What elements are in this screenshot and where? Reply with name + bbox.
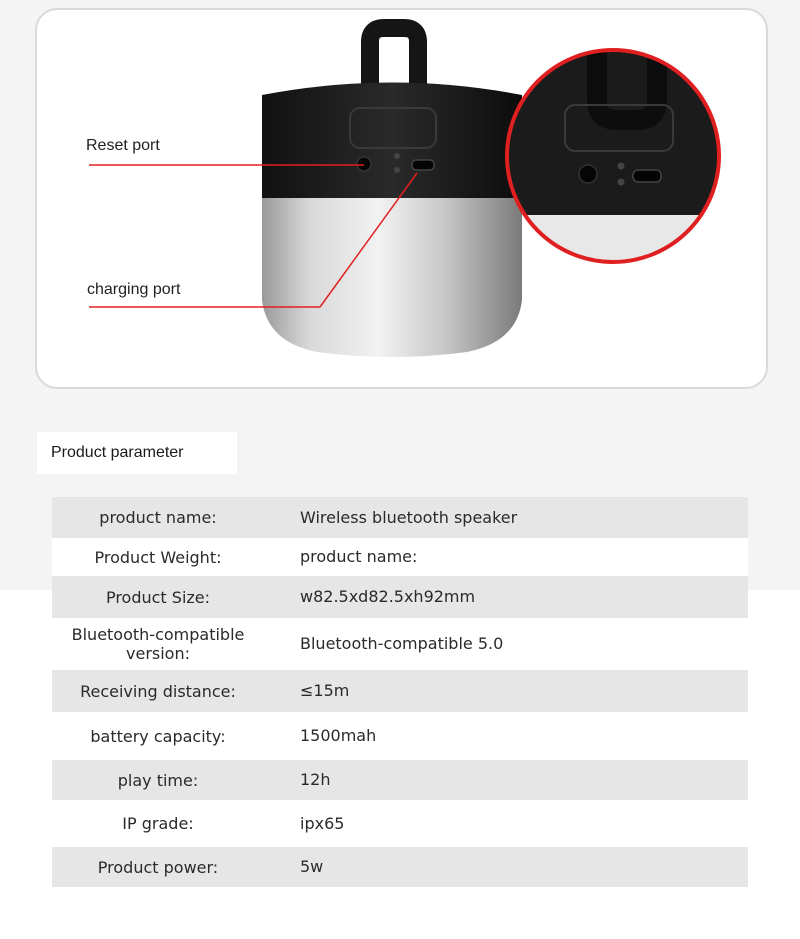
spec-label: battery capacity: xyxy=(90,726,226,746)
product-photo-card xyxy=(35,8,768,389)
spec-row xyxy=(52,670,748,712)
spec-table xyxy=(52,497,748,887)
section-title: Product parameter xyxy=(37,432,237,474)
spec-value: w82.5xd82.5xh92mm xyxy=(300,587,476,606)
spec-value: 12h xyxy=(300,770,331,789)
spec-value: 5w xyxy=(300,857,324,876)
spec-label: Product Size: xyxy=(105,587,211,607)
reset-port-label: Reset port xyxy=(86,137,160,154)
spec-label: Product Weight: xyxy=(94,547,222,567)
spec-label: Bluetooth-compatible version: xyxy=(71,625,245,663)
spec-value: product name: xyxy=(300,547,418,566)
spec-value: 1500mah xyxy=(300,726,377,745)
spec-row xyxy=(52,576,748,618)
spec-row xyxy=(52,538,748,576)
spec-label: play time: xyxy=(117,770,199,790)
spec-row xyxy=(52,618,748,670)
spec-value: ≤15m xyxy=(300,681,350,700)
spec-label: Receiving distance: xyxy=(80,681,236,701)
charging-port-label: charging port xyxy=(87,281,181,298)
spec-row xyxy=(52,847,748,887)
speaker-illustration xyxy=(37,10,766,387)
spec-row xyxy=(52,800,748,847)
spec-value: Bluetooth-compatible 5.0 xyxy=(300,634,504,653)
spec-value: ipx65 xyxy=(300,813,345,833)
spec-row xyxy=(52,760,748,800)
spec-row xyxy=(52,497,748,538)
spec-label: Product power: xyxy=(97,857,219,877)
spec-row xyxy=(52,712,748,760)
spec-value: Wireless bluetooth speaker xyxy=(300,507,518,527)
spec-label: product name: xyxy=(99,508,217,527)
spec-label: IP grade: xyxy=(122,814,194,833)
